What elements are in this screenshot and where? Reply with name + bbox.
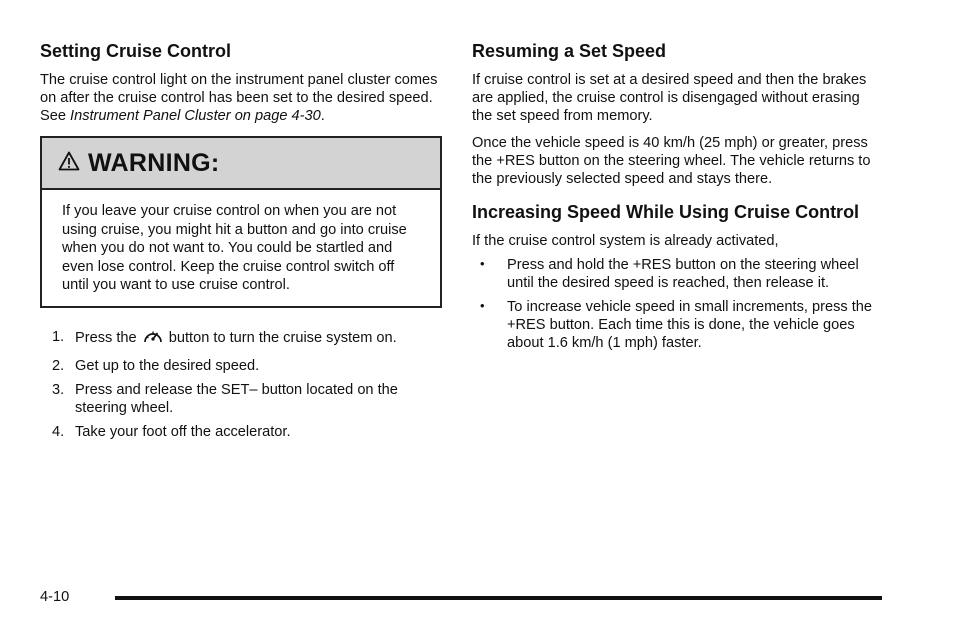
paragraph: If the cruise control system is already activated, (472, 233, 779, 249)
right-column (472, 40, 882, 358)
section-heading-resuming: Resuming a Set Speed (472, 41, 667, 61)
warning-box (40, 136, 442, 308)
cross-reference: Instrument Panel Cluster on page 4-30 (70, 108, 321, 124)
paragraph: If cruise control is set at a desired speed and then the brakes are applied, the cruise control is disengaged without erasing the set speed from memory. (472, 72, 867, 124)
warning-triangle-icon (58, 151, 80, 176)
left-column (40, 40, 442, 447)
list-item: • Press and hold the +RES button on the steering wheel until the desired speed is reached, then release it. (472, 256, 882, 292)
footer-rule (115, 596, 882, 600)
section-heading-increasing: Increasing Speed While Using Cruise Control (472, 202, 860, 222)
bullet-icon: • (480, 256, 485, 271)
list-item: 4. Take your foot off the accelerator. (52, 423, 291, 440)
list-item: 3. Press and release the SET– button located on the steering wheel. (52, 381, 398, 416)
list-item: • To increase vehicle speed in small increments, press the +RES button. Each time this is done, the vehicle goes about 1.6 km/h (1 mph) faster. (472, 298, 882, 352)
section-heading-setting-cruise: Setting Cruise Control (40, 41, 232, 61)
bullet-icon: • (480, 298, 485, 313)
steps-list (40, 328, 442, 441)
warning-title: WARNING: (88, 148, 220, 177)
paragraph: Once the vehicle speed is 40 km/h (25 mph) or greater, press the +RES button on the steering wheel. The vehicle returns to the previously selected speed and stays there. (472, 135, 871, 187)
list-item: 1. Press the button to turn the cruise system on. (40, 328, 442, 351)
bullet-list (472, 256, 882, 352)
page-number: 4-10 (40, 589, 70, 605)
warning-body: If you leave your cruise control on when you are not using cruise, you might hit a button and go into cruise when you do not want to. You could be startled and even lose control. Keep the cruise control switch off until you want to use cruise control. (62, 203, 407, 293)
cruise-control-icon (142, 328, 164, 351)
warning-header (42, 138, 440, 190)
intro-paragraph: The cruise control light on the instrument panel cluster comes on after the cruise control has been set to the desired speed. See Instrument Panel Cluster on page 4-30. (40, 72, 438, 124)
list-item: 2. Get up to the desired speed. (52, 357, 260, 374)
